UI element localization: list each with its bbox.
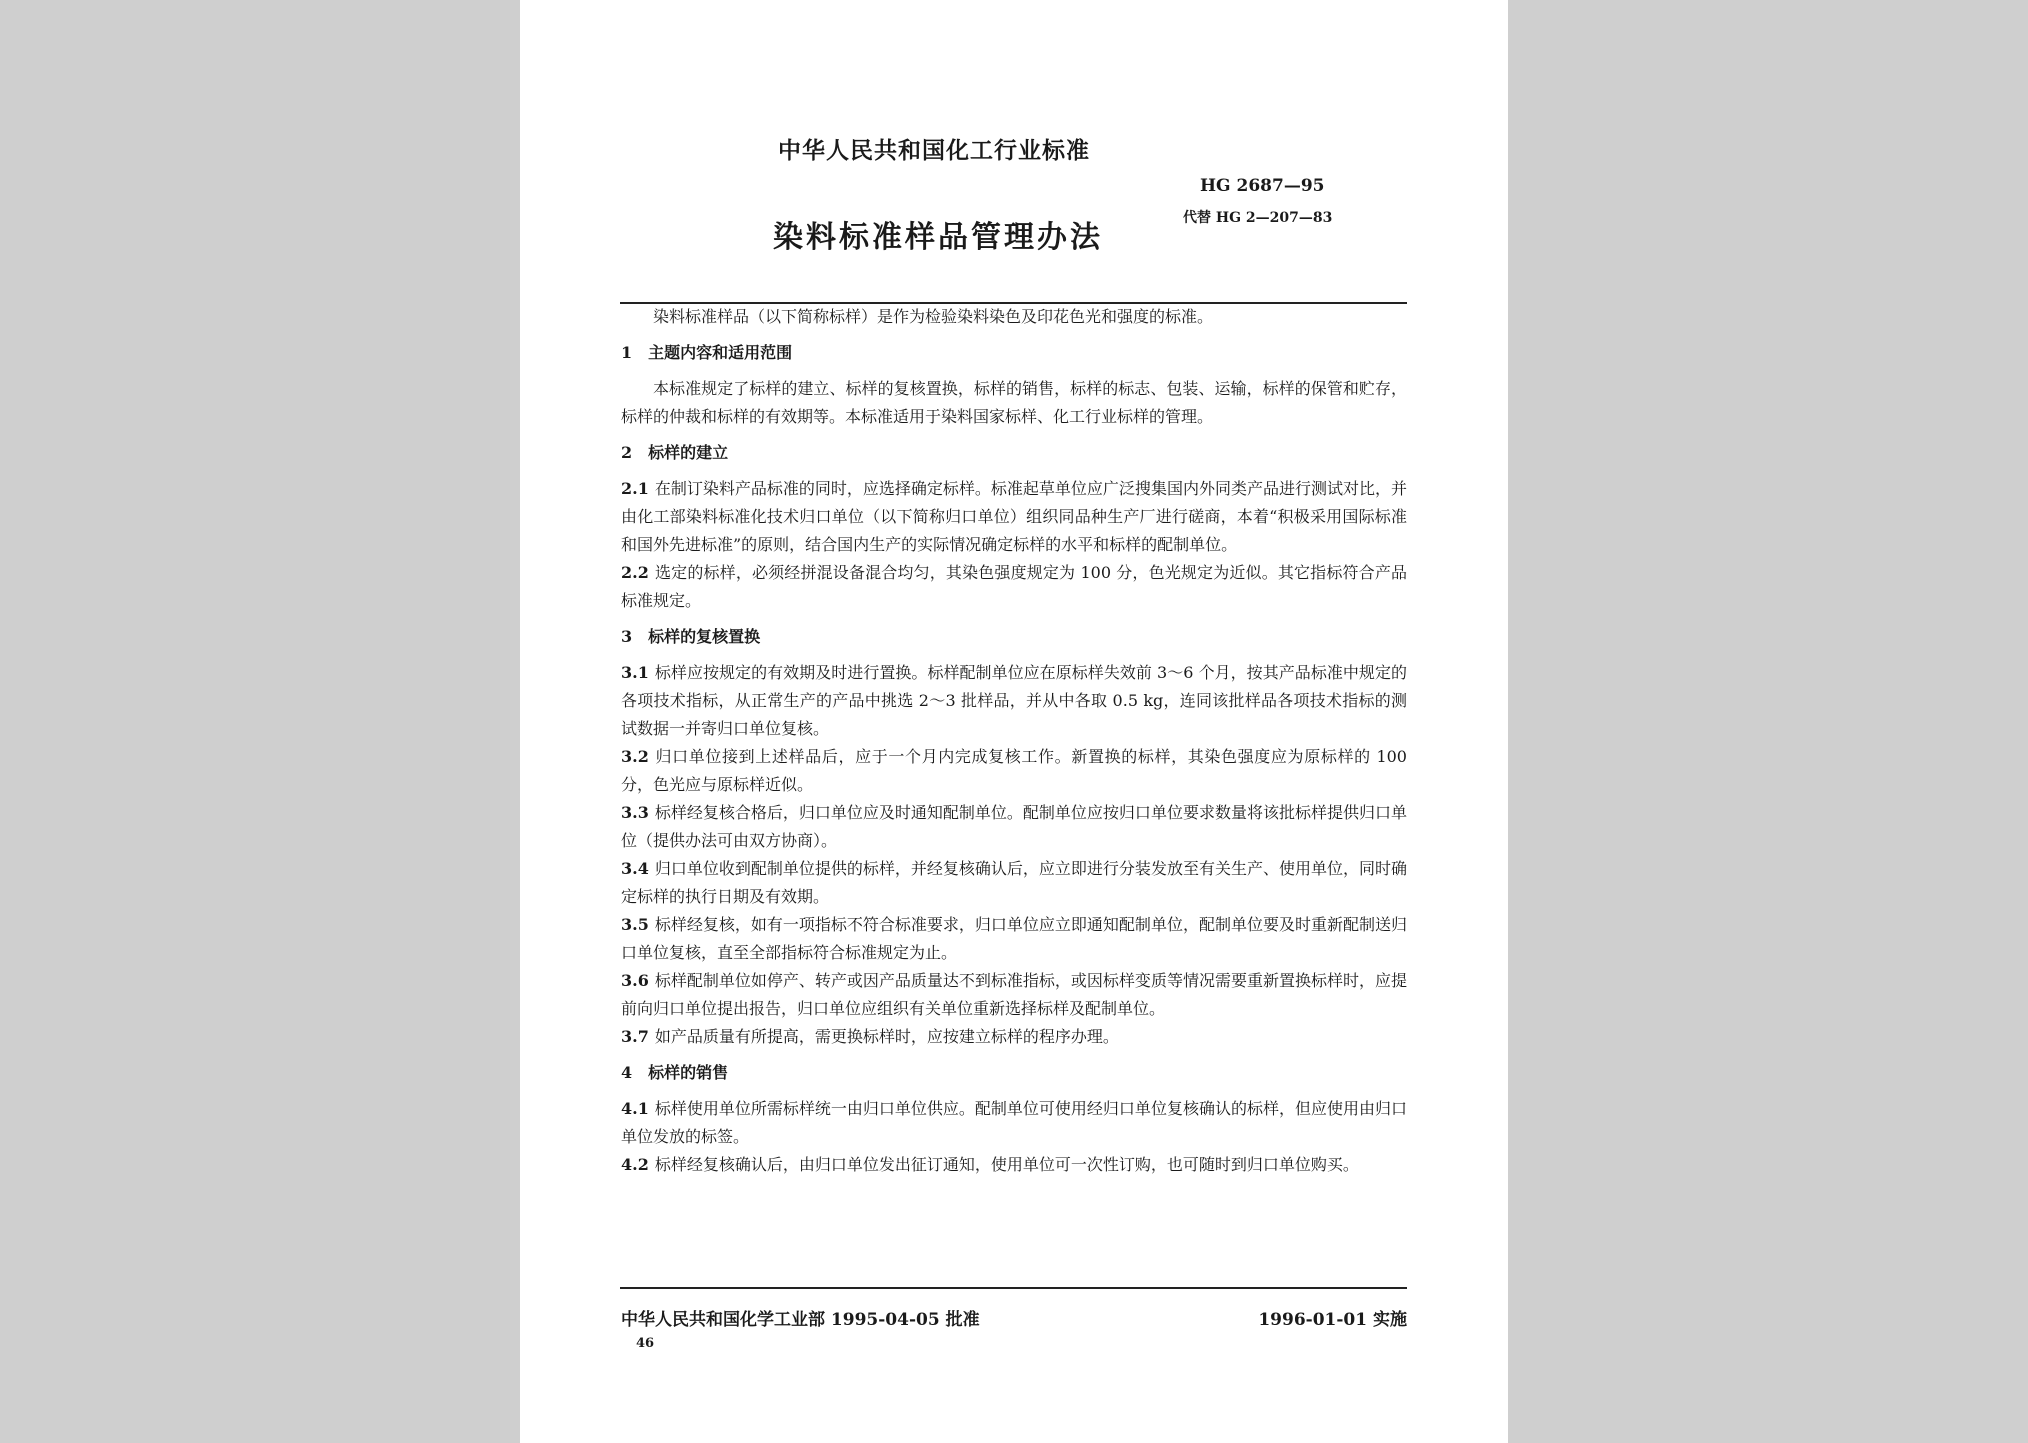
clause-3-3 (621, 799, 1407, 855)
clause-2-2 (621, 559, 1407, 615)
replaces-standard: 代替 HG 2—207—83 (1183, 210, 1333, 226)
intro-paragraph: 染料标准样品（以下简称标样）是作为检验染料染色及印花色光和强度的标准。 (653, 307, 1214, 326)
clause-3-1 (621, 659, 1407, 743)
page-number: 46 (636, 1336, 655, 1351)
clause-text: 标样使用单位所需标样统一由归口单位供应。配制单位可使用经归口单位复核确认的标样，但应使用由归口单位发放的标签。 (621, 1099, 1407, 1146)
clause-4-2 (621, 1151, 1407, 1179)
clause-4-1 (621, 1095, 1407, 1151)
section-1-heading: 1 主题内容和适用范围 (621, 343, 793, 362)
clause-text: 标样经复核确认后，由归口单位发出征订通知，使用单位可一次性订购，也可随时到归口单位购买。 (654, 1155, 1359, 1174)
standard-number: HG 2687—95 (1200, 176, 1325, 196)
section-2-heading: 2 标样的建立 (621, 443, 729, 462)
clause-text: 如产品质量有所提高，需更换标样时，应按建立标样的程序办理。 (654, 1027, 1119, 1046)
clause-number: 3.3 (621, 803, 649, 822)
clause-number: 4.2 (621, 1155, 649, 1174)
clause-number: 3.6 (621, 971, 649, 990)
clause-3-4 (621, 855, 1407, 911)
standard-category-header: 中华人民共和国化工行业标准 (778, 137, 1090, 164)
clause-number: 3.1 (621, 663, 649, 682)
section-4-heading: 4 标样的销售 (621, 1063, 729, 1082)
section-3-heading: 3 标样的复核置换 (621, 627, 761, 646)
clause-text: 选定的标样，必须经拼混设备混合均匀，其染色强度规定为 100 分，色光规定为近似。其它指标符合产品标准规定。 (621, 563, 1407, 610)
clause-number: 4.1 (621, 1099, 649, 1118)
clause-3-5 (621, 911, 1407, 967)
clause-number: 2.1 (621, 479, 649, 498)
clause-number: 2.2 (621, 563, 649, 582)
clause-number: 3.2 (621, 747, 649, 766)
bottom-divider (620, 1287, 1407, 1289)
clause-text: 标样应按规定的有效期及时进行置换。标样配制单位应在原标样失效前 3～6 个月，按其产品标准中规定的各项技术指标，从正常生产的产品中挑选 2～3 批样品，并从中各取 0.5 kg，连同该批样品各项技术指标的测试数据一并寄归口单位复核。 (621, 663, 1407, 738)
clause-text: 归口单位接到上述样品后，应于一个月内完成复核工作。新置换的标样，其染色强度应为原标样的 100 分，色光应与原标样近似。 (621, 747, 1407, 794)
clause-text: 标样经复核，如有一项指标不符合标准要求，归口单位应立即通知配制单位，配制单位要及时重新配制送归口单位复核，直至全部指标符合标准规定为止。 (621, 915, 1407, 962)
clause-3-6 (621, 967, 1407, 1023)
document-body (621, 303, 1407, 1179)
clause-3-2 (621, 743, 1407, 799)
document-title: 染料标准样品管理办法 (773, 220, 1103, 255)
section-1-text: 本标准规定了标样的建立、标样的复核置换，标样的销售，标样的标志、包装、运输，标样的保管和贮存，标样的仲裁和标样的有效期等。本标准适用于染料国家标样、化工行业标样的管理。 (621, 379, 1407, 426)
clause-number: 3.7 (621, 1027, 649, 1046)
clause-text: 归口单位收到配制单位提供的标样，并经复核确认后，应立即进行分装发放至有关生产、使用单位，同时确定标样的执行日期及有效期。 (621, 859, 1407, 906)
clause-number: 3.5 (621, 915, 649, 934)
document-page (520, 0, 1508, 1443)
clause-text: 在制订染料产品标准的同时，应选择确定标样。标准起草单位应广泛搜集国内外同类产品进行测试对比，并由化工部染料标准化技术归口单位（以下简称归口单位）组织同品种生产厂进行磋商，本着“积极采用国际标准和国外先进标准”的原则，结合国内生产的实际情况确定标样的水平和标样的配制单位。 (621, 479, 1407, 554)
clause-text: 标样配制单位如停产、转产或因产品质量达不到标准指标，或因标样变质等情况需要重新置换标样时，应提前向归口单位提出报告，归口单位应组织有关单位重新选择标样及配制单位。 (621, 971, 1407, 1018)
approval-statement: 中华人民共和国化学工业部 1995-04-05 批准 (621, 1310, 980, 1330)
clause-2-1 (621, 475, 1407, 559)
clause-number: 3.4 (621, 859, 649, 878)
clause-text: 标样经复核合格后，归口单位应及时通知配制单位。配制单位应按归口单位要求数量将该批标样提供归口单位（提供办法可由双方协商）。 (621, 803, 1407, 850)
effective-date: 1996-01-01 实施 (1258, 1310, 1407, 1330)
clause-3-7 (621, 1023, 1407, 1051)
